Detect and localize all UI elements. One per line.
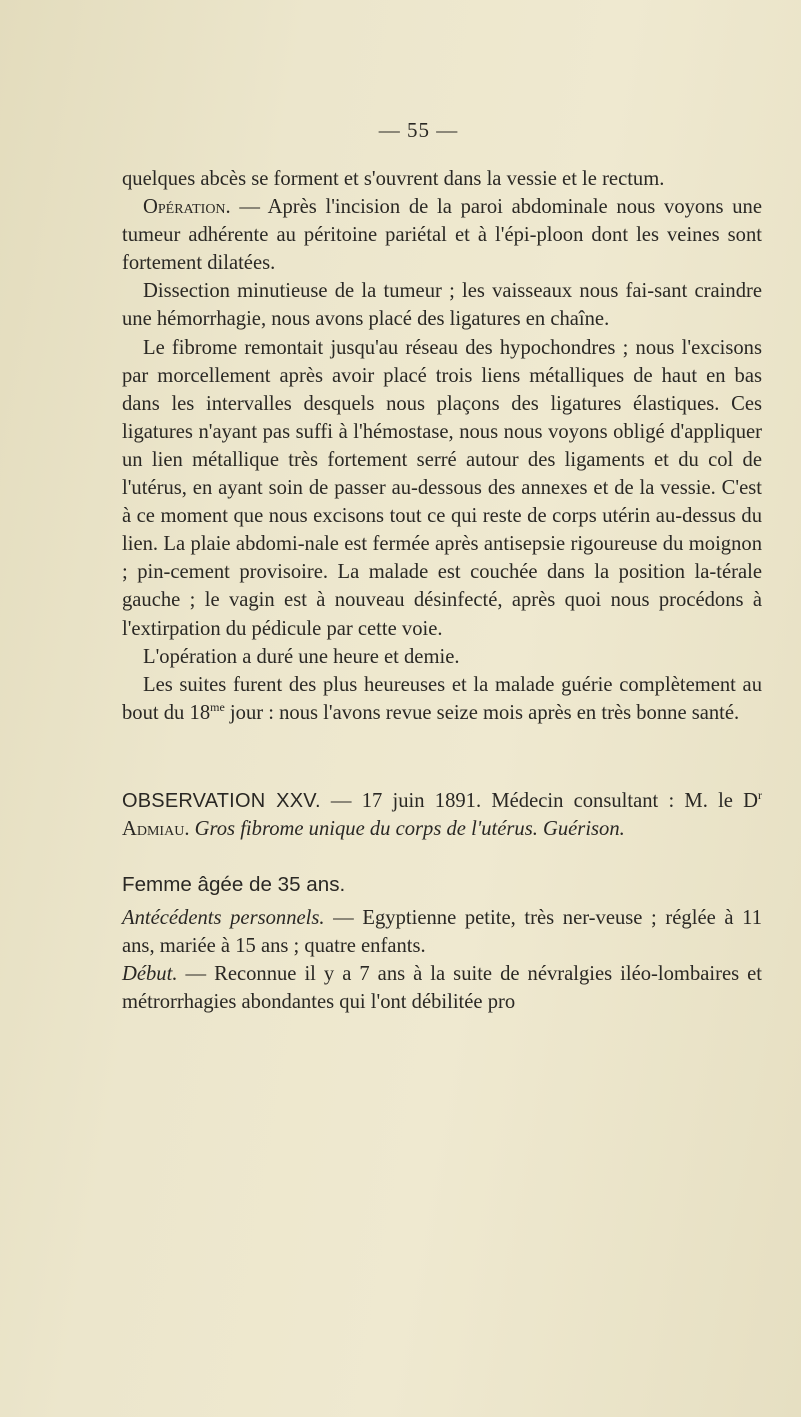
debut-text: — Reconnue il y a 7 ans à la suite de névralgies iléo-lombaires et métrorrhagies abondantes qui l'ont débilitée pro bbox=[122, 963, 762, 1014]
antecedents-text: — Egyptienne petite, très ner-veuse ; réglée à 11 ans, mariée à 15 ans ; quatre enfants. bbox=[122, 907, 762, 958]
patient-intro: Femme âgée de 35 ans. bbox=[122, 873, 346, 896]
paragraph-suites bbox=[122, 671, 762, 727]
case-narrative bbox=[122, 165, 762, 727]
observation-header bbox=[122, 787, 762, 843]
doctor-name: Admiau. bbox=[122, 818, 190, 841]
dr-suffix: r bbox=[758, 788, 763, 802]
suites-text-start: Les suites furent des plus heureuses et la malade guérie complètement au bout du bbox=[122, 673, 762, 724]
day-suffix: me bbox=[210, 699, 225, 714]
operation-text: — Après l'incision de la paroi abdominale nous voyons une tumeur adhérente au péritoine pariétal et à l'épi-ploon dont les veines sont fortement dilatées. bbox=[122, 196, 762, 275]
observation-subject: Gros fibrome unique du corps de l'utérus. Guérison. bbox=[194, 818, 625, 841]
paragraph-abces: quelques abcès se forment et s'ouvrent dans la vessie et le rectum. bbox=[122, 168, 665, 190]
observation-heading bbox=[122, 787, 762, 843]
day-number: 18 bbox=[189, 701, 211, 724]
observation-title: OBSERVATION XXV. bbox=[122, 790, 321, 812]
paragraph-antecedents bbox=[122, 904, 762, 960]
paragraph-duree: L'opération a duré une heure et demie. bbox=[143, 645, 460, 668]
debut-label: Début. bbox=[122, 963, 178, 986]
patient-section bbox=[122, 871, 762, 1016]
paragraph-fibrome: Le fibrome remontait jusqu'au réseau des hypochondres ; nous l'excisons par morcellement après avoir placé trois liens métalliques de haut en bas dans les intervalles desquels nous plaçons des ligatures élastiques. Ces ligatures n'ayant pas suffi à l'hémostase, nous nous voyons obligé d'appliquer un lien métallique très fortement serré autour des ligaments et du col de l'utérus, en ayant soin de passer au-dessous des annexes et de la vessie. C'est à ce moment que nous excisons tout ce qui reste de corps utérin au-dessus du lien. La plaie abdomi-nale est fermée après antisepsie rigoureuse du moignon ; pin-cement provisoire. La malade est couchée dans la position la-térale gauche ; le vagin est à nouveau désinfecté, après quoi nous procédons à l'extirpation du pédicule par cette voie. bbox=[122, 336, 762, 640]
paragraph-debut bbox=[122, 960, 762, 1016]
suites-text-end: jour : nous l'avons revue seize mois après en très bonne santé. bbox=[224, 701, 740, 724]
antecedents-label: Antécédents personnels. bbox=[122, 907, 325, 930]
operation-label: Opération. bbox=[143, 196, 231, 219]
paragraph-dissection: Dissection minutieuse de la tumeur ; les vaisseaux nous fai-sant craindre une hémorrhagie, nous avons placé des ligatures en chaîne. bbox=[122, 280, 762, 331]
page-number: — 55 — bbox=[378, 118, 459, 142]
observation-date: — 17 juin 1891. Médecin consultant : M. le D bbox=[320, 790, 759, 812]
paragraph-operation bbox=[122, 193, 762, 277]
